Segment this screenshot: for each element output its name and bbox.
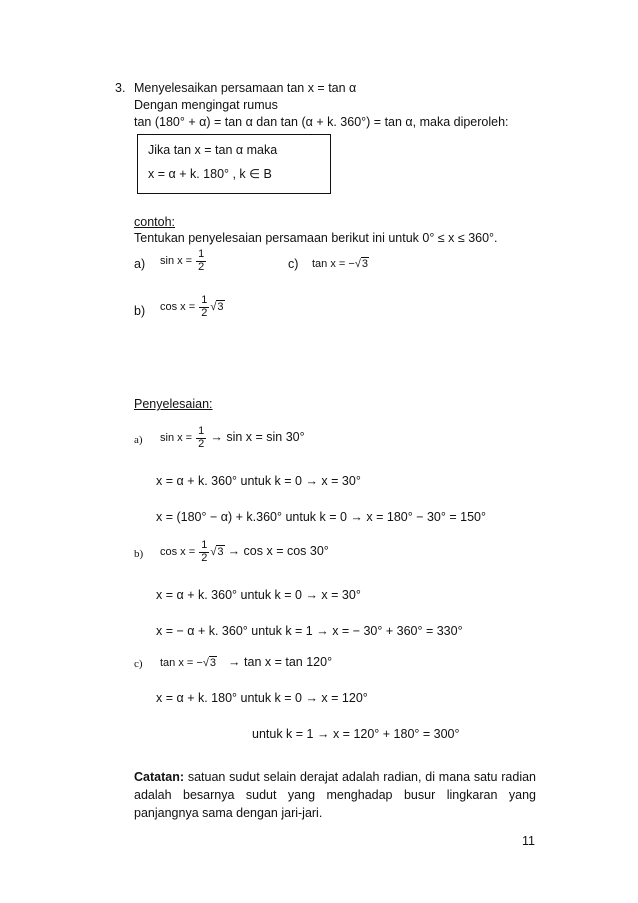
solution-c-equation: tan x = −√3 → tan x = tan 120° [160, 655, 333, 669]
example-title: contoh: [134, 215, 176, 229]
note-label: Catatan: [134, 770, 185, 784]
example-a-label: a) [134, 257, 146, 271]
box-line-2: x = α + k. 180° , k ∈ B [148, 167, 272, 181]
solution-c-line-2: untuk k = 1 → x = 120° + 180° = 300° [252, 727, 460, 741]
header-line-3: tan (180° + α) = tan α dan tan (α + k. 360°) = tan α, maka diperoleh: [134, 115, 509, 129]
example-c-equation: tan x = −√3 [312, 258, 368, 270]
example-a-equation: sin x = $\frac{1}{2}$ [160, 248, 205, 273]
solution-b-line-1: x = α + k. 360° untuk k = 0 → x = 30° [156, 588, 361, 602]
solution-b-line-2: x = − α + k. 360° untuk k = 1 → x = − 30° + 360° = 330° [156, 624, 463, 638]
solution-title: Penyelesaian: [134, 397, 213, 411]
example-b-equation: cos x = $\frac{1}{2}$ √3 [160, 294, 224, 319]
solution-b-label: b) [134, 548, 144, 560]
solution-a-label: a) [134, 434, 143, 446]
header-line-2: Dengan mengingat rumus [134, 98, 278, 112]
solution-a-line-1: x = α + k. 360° untuk k = 0 → x = 30° [156, 474, 361, 488]
page-number: 11 [522, 834, 535, 848]
item-number: 3. [115, 81, 126, 95]
note-paragraph [134, 768, 536, 822]
header-line-1: Menyelesaikan persamaan tan x = tan α [134, 81, 357, 95]
example-b-label: b) [134, 304, 146, 318]
solution-a-equation: sin x = $\frac{1}{2}$ → sin x = sin 30° [160, 425, 305, 450]
solution-b-equation: cos x = $\frac{1}{2}$ √3 → cos x = cos 30° [160, 539, 329, 564]
solution-c-line-1: x = α + k. 180° untuk k = 0 → x = 120° [156, 691, 368, 705]
solution-c-label: c) [134, 658, 143, 670]
example-c-label: c) [288, 257, 299, 271]
example-instruction: Tentukan penyelesaian persamaan berikut ini untuk 0° ≤ x ≤ 360°. [134, 231, 498, 245]
note-text: satuan sudut selain derajat adalah radian, di mana satu radian adalah besarnya sudut yang menghadap busur lingkaran yang panjangnya sama dengan jari-jari. [134, 770, 536, 820]
box-line-1: Jika tan x = tan α maka [148, 143, 278, 157]
solution-a-line-2: x = (180° − α) + k.360° untuk k = 0 → x = 180° − 30° = 150° [156, 510, 486, 524]
